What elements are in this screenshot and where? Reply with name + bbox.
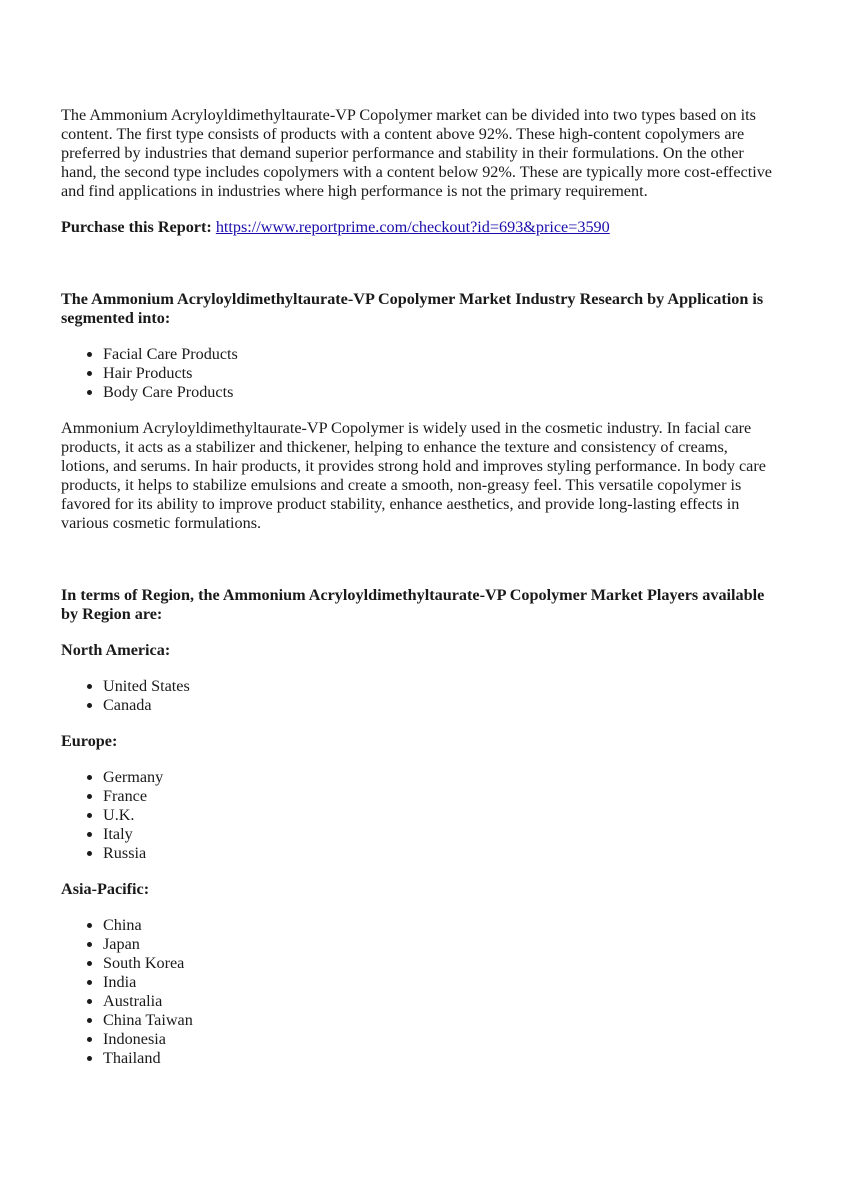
north-america-label: North America:	[61, 641, 171, 659]
intro-paragraph: The Ammonium Acryloyldimethyltaurate-VP Copolymer market can be divided into two types based on its content. The first type consists of products with a content above 92%. These high-content copolymers are preferred by industries that demand superior performance and stability in their formulations. On the other hand, the second type includes copolymers with a content below 92%. These are typically more cost-effective and find applications in industries where high performance is not the primary requirement.	[61, 106, 772, 200]
asia-pacific-label: Asia-Pacific:	[61, 880, 150, 898]
list-item: • U.K.	[103, 806, 779, 825]
list-item: • Australia	[103, 992, 779, 1011]
list-item: • South Korea	[103, 954, 779, 973]
list-item: • Indonesia	[103, 1030, 779, 1049]
list-item: • Russia	[103, 844, 779, 863]
application-heading: The Ammonium Acryloyldimethyltaurate-VP Copolymer Market Industry Research by Application is segmented into:	[61, 290, 764, 327]
list-item: • China Taiwan	[103, 1011, 779, 1030]
list-item: • United States	[103, 677, 779, 696]
list-item: • Hair Products	[103, 364, 779, 383]
purchase-line	[61, 218, 779, 237]
list-item: • France	[103, 787, 779, 806]
asia-pacific-list	[61, 916, 779, 1068]
document-page	[61, 106, 779, 1068]
north-america-list	[61, 677, 779, 715]
list-item: • Facial Care Products	[103, 345, 779, 364]
purchase-label: Purchase this Report:	[61, 218, 212, 236]
region-heading: In terms of Region, the Ammonium Acryloyldimethyltaurate-VP Copolymer Market Players available by Region are:	[61, 586, 765, 623]
purchase-link[interactable]: https://www.reportprime.com/checkout?id=693&price=3590	[215, 218, 610, 236]
list-item: • India	[103, 973, 779, 992]
europe-list	[61, 768, 779, 863]
list-item: • Japan	[103, 935, 779, 954]
list-item: • Thailand	[103, 1049, 779, 1068]
list-item: • Body Care Products	[103, 383, 779, 402]
europe-label: Europe:	[61, 732, 118, 750]
list-item: • Canada	[103, 696, 779, 715]
list-item: • China	[103, 916, 779, 935]
list-item: • Germany	[103, 768, 779, 787]
application-description: Ammonium Acryloyldimethyltaurate-VP Copolymer is widely used in the cosmetic industry. In facial care products, it acts as a stabilizer and thickener, helping to enhance the texture and consistency of creams, lotions, and serums. In hair products, it provides strong hold and improves styling performance. In body care products, it helps to stabilize emulsions and create a smooth, non-greasy feel. This versatile copolymer is favored for its ability to improve product stability, enhance aesthetics, and provide long-lasting effects in various cosmetic formulations.	[61, 419, 766, 532]
list-item: • Italy	[103, 825, 779, 844]
application-list	[61, 345, 779, 402]
